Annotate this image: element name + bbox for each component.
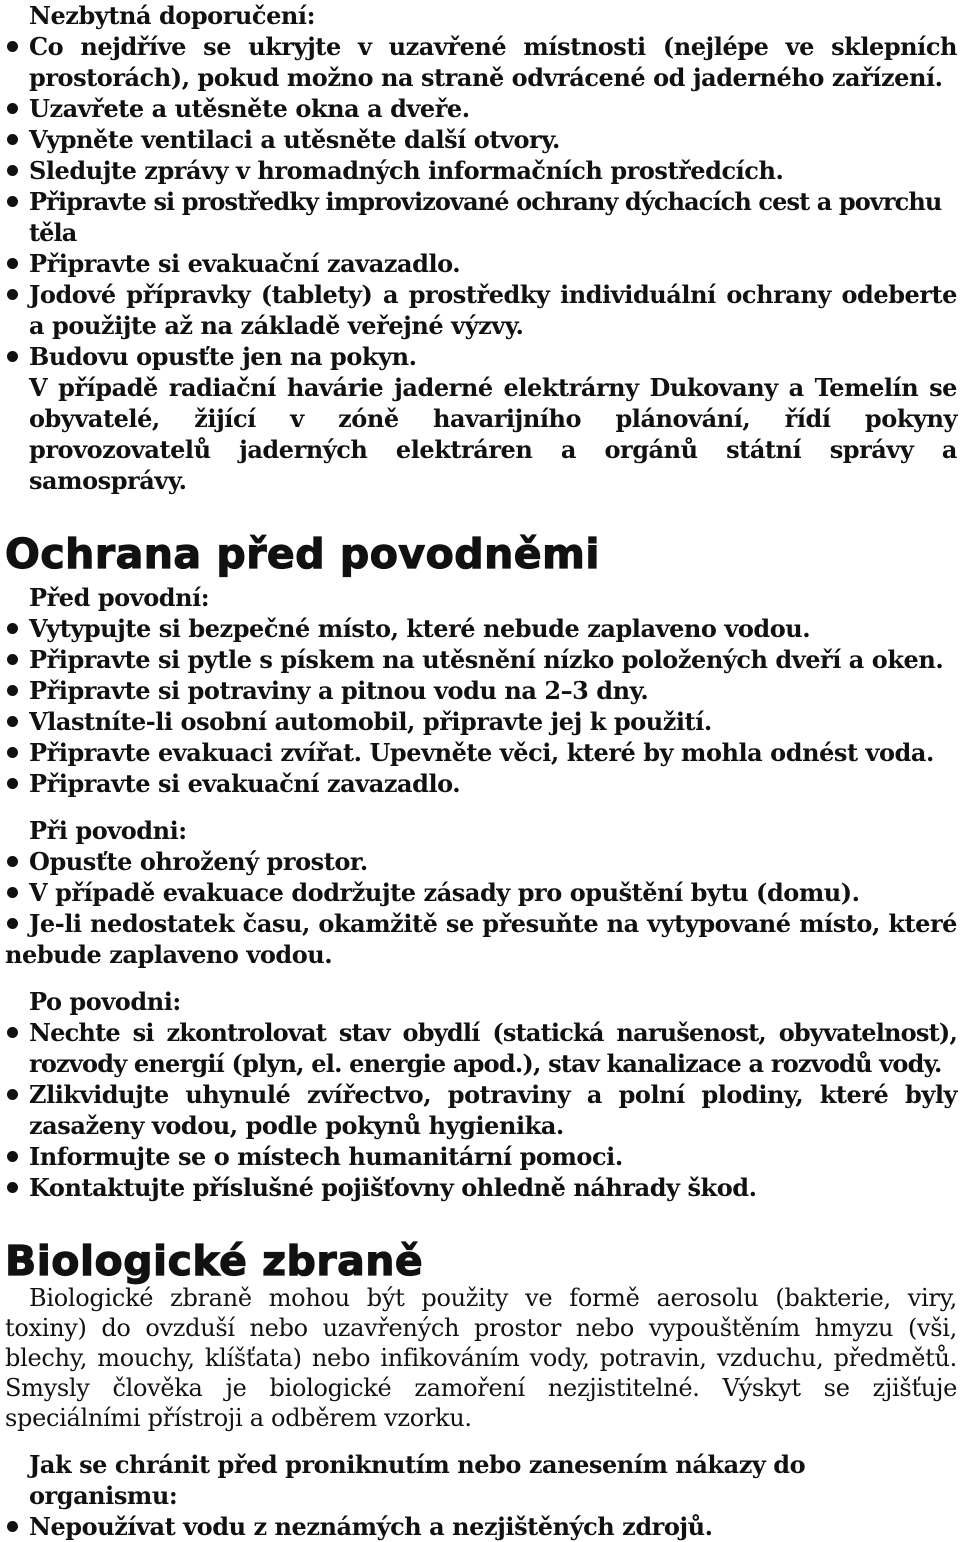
bullet-icon — [7, 41, 18, 52]
bullet-icon — [7, 103, 18, 114]
list-item: Kontaktujte příslušné pojišťovny ohledně náhrady škod. — [5, 1172, 957, 1203]
list-item: Je-li nedostatek času, okamžitě se přesuňte na vytypované místo, které nebude zaplaveno vodou. — [5, 909, 957, 969]
list-item: Opusťte ohrožený prostor. — [5, 846, 957, 877]
bullet-icon — [7, 1027, 18, 1038]
list-item: Nechte si zkontrolovat stav obydlí (statická narušenost, obyvatelnost), rozvody energií (plyn, el. energie apod.), stav kanalizace a rozvodů vody. — [5, 1017, 957, 1079]
before-flood-list — [5, 613, 957, 799]
bullet-icon — [7, 351, 18, 362]
list-item: Vytypujte si bezpečné místo, které nebude zaplaveno vodou. — [5, 613, 957, 644]
bullet-icon — [7, 685, 18, 696]
bullet-icon — [7, 716, 18, 727]
during-flood-list — [5, 846, 957, 970]
bio-paragraph: Biologické zbraně mohou být použity ve formě aerosolu (bakterie, viry, toxiny) do ovzduší nebo uzavřených prostor nebo vypouštěním hmyzu (vši, blechy, mouchy, klíšťata) nebo infikováním vody, potravin, vzduchu, předmětů. Smysly člověka je biologické zamoření nezjistitelné. Výskyt se zjišťuje speciálními přístroji a odběrem vzorku. — [5, 1284, 957, 1432]
bullet-icon — [7, 1151, 18, 1162]
nuclear-recommendations-list — [5, 31, 957, 372]
bullet-icon — [7, 918, 18, 929]
list-item: Vypněte ventilaci a utěsněte další otvory. — [5, 124, 957, 155]
bullet-icon — [7, 887, 18, 898]
bullet-icon — [7, 654, 18, 665]
bullet-icon — [7, 258, 18, 269]
list-item: Připravte si potraviny a pitnou vodu na 2–3 dny. — [5, 675, 957, 706]
bio-protection-list — [5, 1511, 957, 1542]
list-item: Vlastníte-li osobní automobil, připravte jej k použití. — [5, 706, 957, 737]
list-item: Budovu opusťte jen na pokyn. — [5, 341, 957, 372]
during-flood-label: Při povodni: — [29, 816, 187, 845]
bullet-icon — [7, 1521, 18, 1532]
list-item: Připravte evakuaci zvířat. Upevněte věci, které by mohla odnést voda. — [5, 737, 957, 768]
bullet-icon — [7, 856, 18, 867]
flood-section-title: Ochrana před povodněmi — [5, 530, 600, 578]
after-flood-list — [5, 1017, 957, 1203]
before-flood-label: Před povodní: — [29, 583, 210, 612]
after-flood-label: Po povodni: — [29, 987, 181, 1016]
list-item: Připravte si evakuační zavazadlo. — [5, 248, 957, 279]
list-item: Připravte si evakuační zavazadlo. — [5, 768, 957, 799]
bullet-icon — [7, 1089, 18, 1100]
list-item: Informujte se o místech humanitární pomoci. — [5, 1141, 957, 1172]
bullet-icon — [7, 778, 18, 789]
list-item: Uzavřete a utěsněte okna a dveře. — [5, 93, 957, 124]
list-item: Připravte si pytle s pískem na utěsnění nízko položených dveří a oken. — [5, 644, 957, 675]
nuclear-info-paragraph: V případě radiační havárie jaderné elektrárny Dukovany a Temelín se obyvatelé, žijící v zóně havarijního plánování, řídí pokyny provozovatelů jaderných elektráren a orgánů státní správy a samosprávy. — [29, 373, 957, 495]
bullet-icon — [7, 165, 18, 176]
bio-section-title: Biologické zbraně — [5, 1237, 424, 1285]
bio-protection-label: Jak se chránit před proniknutím nebo zanesením nákazy do organismu: — [29, 1450, 806, 1510]
list-item: Zlikvidujte uhynulé zvířectvo, potraviny a polní plodiny, které byly zasaženy vodou, podle pokynů hygienika. — [5, 1079, 957, 1141]
document-page — [5, 0, 957, 1542]
list-item: Připravte si prostředky improvizované ochrany dýchacích cest a povrchu těla — [5, 186, 957, 248]
bullet-icon — [7, 134, 18, 145]
list-item: V případě evakuace dodržujte zásady pro opuštění bytu (domu). — [5, 877, 957, 908]
bullet-icon — [7, 747, 18, 758]
list-item: Jodové přípravky (tablety) a prostředky individuální ochrany odeberte a použijte až na základě veřejné výzvy. — [5, 279, 957, 341]
bullet-icon — [7, 1182, 18, 1193]
bullet-icon — [7, 196, 18, 207]
list-item: Sledujte zprávy v hromadných informačních prostředcích. — [5, 155, 957, 186]
list-item: Co nejdříve se ukryjte v uzavřené místnosti (nejlépe ve sklepních prostorách), pokud možno na straně odvrácené od jaderného zařízení. — [5, 31, 957, 93]
bullet-icon — [7, 623, 18, 634]
list-item: Nepoužívat vodu z neznámých a nezjištěných zdrojů. — [5, 1511, 957, 1542]
bullet-icon — [7, 289, 18, 300]
nuclear-recommendations-label: Nezbytná doporučení: — [29, 1, 315, 30]
